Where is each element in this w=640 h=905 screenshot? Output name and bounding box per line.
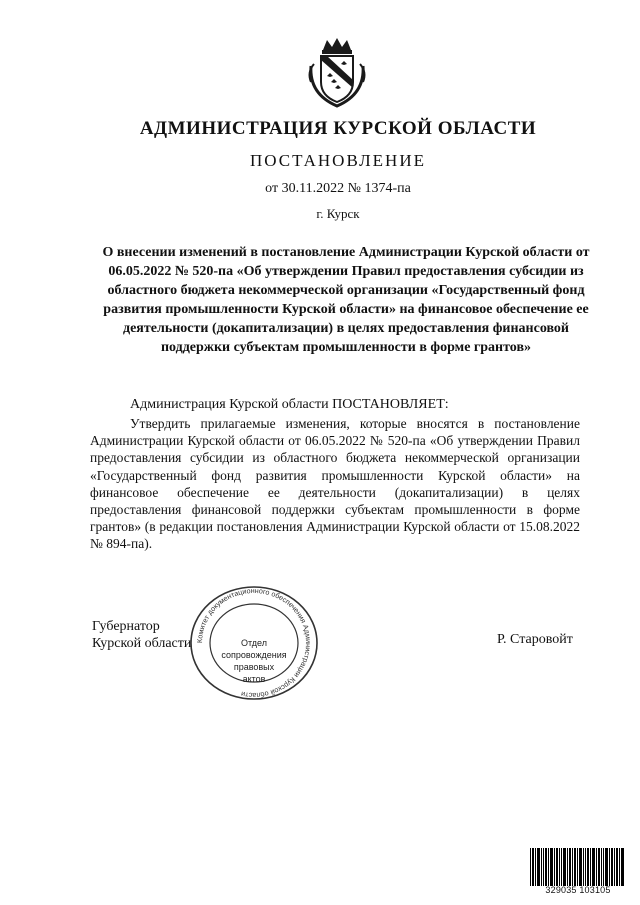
stamp-line2: сопровождения [221,650,287,660]
stamp-ring-text: Комитет документационного обеспечения Администрации Курской области [194,585,314,701]
signatory-position [92,618,191,652]
barcode [530,848,624,886]
document-city: г. Курск [316,206,360,221]
coat-of-arms-emblem [305,36,369,108]
preamble-text: Администрация Курской области ПОСТАНОВЛЯЕТ: [130,397,449,412]
stamp-line4: актов [242,674,266,684]
stamp-center-text [208,637,300,685]
barcode-number: 329035 103105 [545,885,611,895]
signatory-name: Р. Старовойт [497,632,573,647]
signatory-position-line2: Курской области [92,636,192,651]
document-title: О внесении изменений в постановление Администрации Курской области от 06.05.2022 № 520-па «Об утверждении Правил предоставления субсидии из областного бюджета некоммерческой организации «Государственный фонд развития промышленности Курской области» на финансовое обеспечение ее деятельности (докапитализации) в целях предоставления финансовой поддержки субъектам промышленности в форме грантов» [102,245,590,355]
stamp-line1: Отдел [240,638,268,648]
stamp-line3: правовых [233,662,275,672]
organization-name: АДМИНИСТРАЦИЯ КУРСКОЙ ОБЛАСТИ [139,118,537,139]
body-paragraph: Утвердить прилагаемые изменения, которые вносятся в постановление Администрации Курской области от 06.05.2022 № 520-па «Об утверждении Правил предоставления субсидии из областного бюджета некоммерческой организации «Государственный фонд развития промышленности Курской области» на финансовое обеспечение ее деятельности (докапитализации) в целях предоставления финансовой поддержки субъектам промышленности в форме грантов» (в редакции постановления Администрации Курской области от 15.08.2022 № 894-па). [90,416,580,552]
document-type: ПОСТАНОВЛЕНИЕ [249,151,426,170]
document-date-number: от 30.11.2022 № 1374-па [265,181,411,196]
signatory-position-line1: Губернатор [92,619,160,634]
